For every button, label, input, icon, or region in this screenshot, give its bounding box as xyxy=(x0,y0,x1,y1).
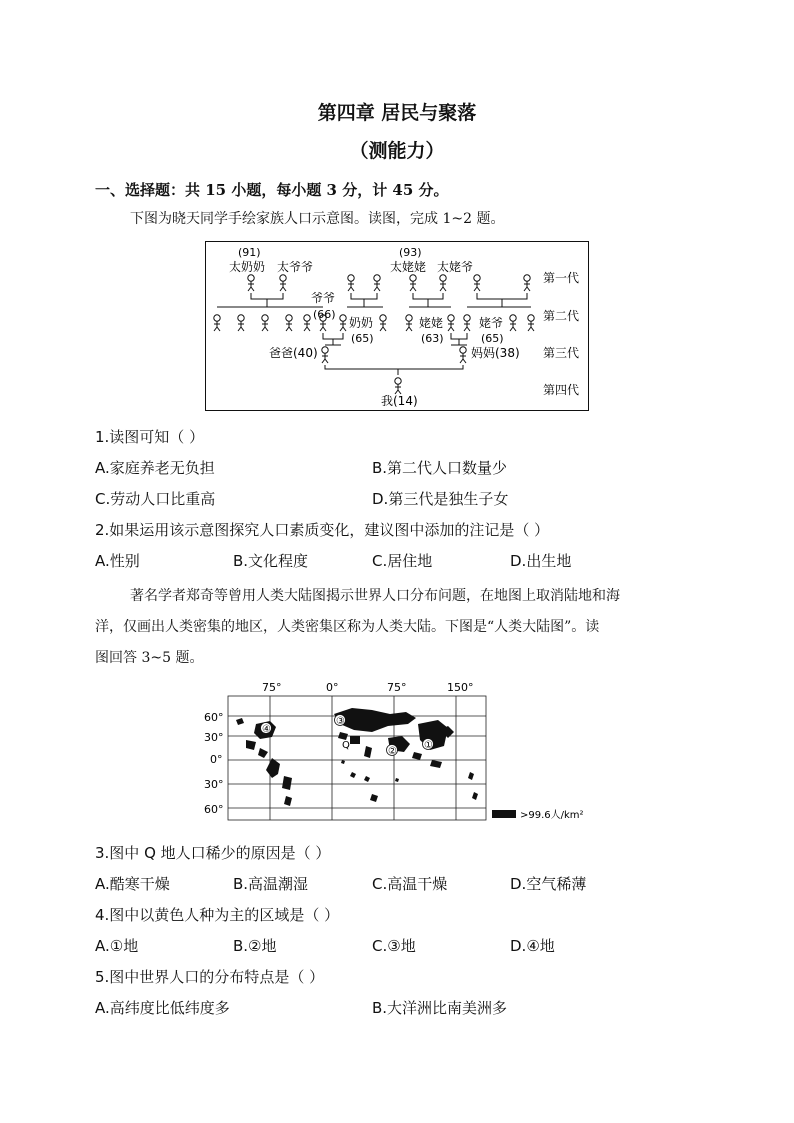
population-density-areas xyxy=(236,708,478,806)
map-top-label-4: 150° xyxy=(447,681,474,694)
map-top-label-1: 75° xyxy=(262,681,282,694)
question-2-stem: 2.如果运用该示意图探究人口素质变化，建议图中添加的注记是（ ） xyxy=(95,521,550,539)
q4-option-b[interactable]: B.②地 xyxy=(233,937,277,955)
maternal-grandma-age: (63) xyxy=(421,332,444,345)
maternal-grandpa-label: 姥爷 xyxy=(479,316,504,330)
father-label: 爸爸(40) xyxy=(269,346,318,360)
person-icon xyxy=(524,275,530,291)
grandma-label: 奶奶 xyxy=(349,316,374,330)
page-title: 第四章 居民与聚落 xyxy=(317,102,477,124)
q3-option-a[interactable]: A.酷寒干燥 xyxy=(95,875,170,893)
person-icon xyxy=(340,315,346,331)
maternal-grandma-label: 姥姥 xyxy=(419,316,444,330)
grandpa-label: 爷爷 xyxy=(311,291,336,305)
q2-option-c[interactable]: C.居住地 xyxy=(372,552,433,570)
person-icon xyxy=(214,315,220,331)
question-4-stem: 4.图中以黄色人种为主的区域是（ ） xyxy=(95,906,340,924)
map-top-label-2: 0° xyxy=(326,681,339,694)
maternal-gg-grandma-label: 太姥姥 xyxy=(390,260,427,274)
q2-option-d[interactable]: D.出生地 xyxy=(510,552,572,570)
maternal-grandpa-age: (65) xyxy=(481,332,504,345)
intro-paragraph-2-line-1: 著名学者郑奇等曾用人类大陆图揭示世界人口分布问题，在地图上取消陆地和海 xyxy=(130,588,620,604)
map-top-label-3: 75° xyxy=(387,681,407,694)
q3-option-b[interactable]: B.高温潮湿 xyxy=(233,875,309,893)
q1-option-b[interactable]: B.第二代人口数量少 xyxy=(372,459,508,477)
q1-option-d[interactable]: D.第三代是独生子女 xyxy=(372,490,509,508)
q3-option-d[interactable]: D.空气稀薄 xyxy=(510,875,587,893)
me-label: 我(14) xyxy=(381,394,418,408)
gen-label-3: 第三代 xyxy=(543,346,580,360)
q2-option-b[interactable]: B.文化程度 xyxy=(233,552,309,570)
map-left-label-2: 30° xyxy=(204,731,224,744)
map-left-label-1: 60° xyxy=(204,711,224,724)
legend-swatch xyxy=(492,810,516,818)
marker-2: ② xyxy=(388,746,397,757)
person-icon xyxy=(304,315,310,331)
q1-option-a[interactable]: A.家庭养老无负担 xyxy=(95,459,215,477)
person-icon xyxy=(395,378,401,394)
family-tree-figure xyxy=(205,241,589,411)
maternal-gg-age: (93) xyxy=(399,246,422,259)
marker-3: ③ xyxy=(336,716,345,727)
question-5-stem: 5.图中世界人口的分布特点是（ ） xyxy=(95,968,325,986)
marker-4: ④ xyxy=(262,724,271,735)
map-left-label-4: 30° xyxy=(204,778,224,791)
question-1-stem: 1.读图可知（ ） xyxy=(95,428,205,446)
marker-1: ① xyxy=(424,740,433,751)
gen-label-1: 第一代 xyxy=(543,271,580,285)
person-icon xyxy=(322,347,328,363)
person-icon xyxy=(348,275,354,291)
mother-label: 妈妈(38) xyxy=(471,346,520,360)
q-marker: Q xyxy=(342,740,350,751)
q4-option-d[interactable]: D.④地 xyxy=(510,937,555,955)
person-icon xyxy=(248,275,254,291)
person-icon xyxy=(262,315,268,331)
person-icon xyxy=(280,275,286,291)
human-continent-map xyxy=(200,676,595,828)
page-subtitle: （测能力） xyxy=(349,140,445,162)
person-icon xyxy=(460,347,466,363)
person-icon xyxy=(474,275,480,291)
q2-option-a[interactable]: A.性别 xyxy=(95,552,140,570)
person-icon xyxy=(410,275,416,291)
legend-label: >99.6人/km² xyxy=(520,810,584,821)
map-left-label-3: 0° xyxy=(210,753,223,766)
great-grandma-age: (91) xyxy=(238,246,261,259)
q5-option-b[interactable]: B.大洋洲比南美洲多 xyxy=(372,999,508,1017)
person-icon xyxy=(374,275,380,291)
grandpa-age: (66) xyxy=(313,308,336,321)
section-heading: 一、选择题：共 15 小题，每小题 3 分，计 45 分。 xyxy=(95,181,449,199)
person-icon xyxy=(286,315,292,331)
person-icon xyxy=(510,315,516,331)
intro-paragraph-1: 下图为晓天同学手绘家族人口示意图。读图，完成 1~2 题。 xyxy=(130,211,505,227)
question-3-stem: 3.图中 Q 地人口稀少的原因是（ ） xyxy=(95,844,331,862)
gen-label-4: 第四代 xyxy=(543,383,580,397)
grandma-age: (65) xyxy=(351,332,374,345)
gen-label-2: 第二代 xyxy=(543,309,580,323)
person-icon xyxy=(448,315,454,331)
great-grandpa-label: 太爷爷 xyxy=(277,260,314,274)
person-icon xyxy=(238,315,244,331)
q3-option-c[interactable]: C.高温干燥 xyxy=(372,875,448,893)
q4-option-c[interactable]: C.③地 xyxy=(372,937,416,955)
person-icon xyxy=(464,315,470,331)
q1-option-c[interactable]: C.劳动人口比重高 xyxy=(95,490,216,508)
person-icon xyxy=(406,315,412,331)
person-icon xyxy=(528,315,534,331)
maternal-gg-grandpa-label: 太姥爷 xyxy=(437,260,474,274)
great-grandma-label: 太奶奶 xyxy=(229,260,266,274)
q5-option-a[interactable]: A.高纬度比低纬度多 xyxy=(95,999,230,1017)
intro-paragraph-2-line-2: 洋，仅画出人类密集的地区，人类密集区称为人类大陆。下图是“人类大陆图”。读 xyxy=(95,619,600,635)
map-left-label-5: 60° xyxy=(204,803,224,816)
intro-paragraph-2-line-3: 图回答 3~5 题。 xyxy=(95,650,204,666)
q4-option-a[interactable]: A.①地 xyxy=(95,937,139,955)
person-icon xyxy=(440,275,446,291)
person-icon xyxy=(380,315,386,331)
